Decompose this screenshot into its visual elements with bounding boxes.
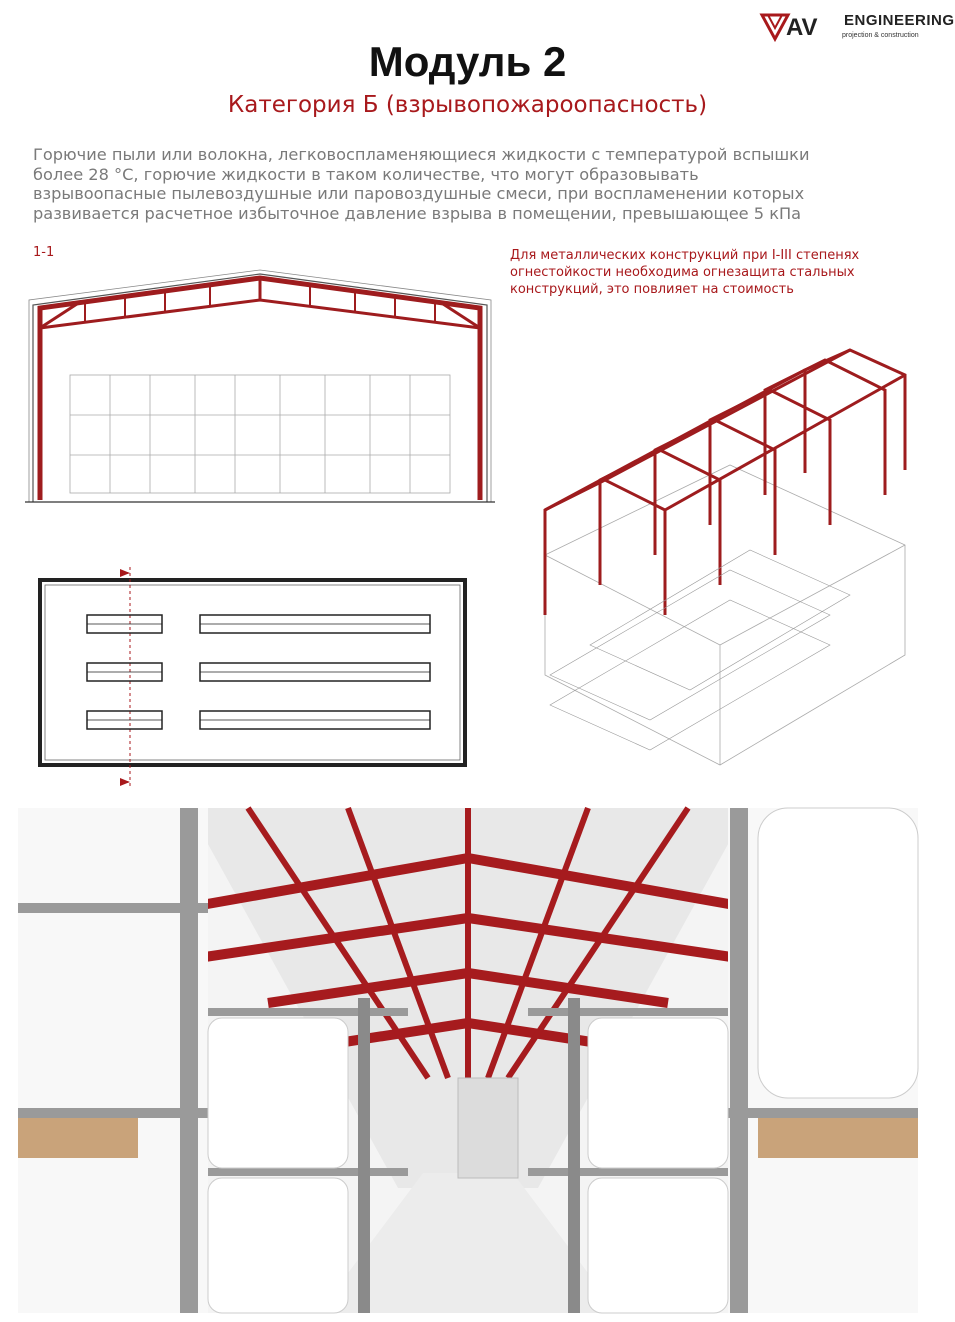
description-line: более 28 °С, горючие жидкости в таком количестве, что могут образовывать	[33, 164, 699, 184]
note-line: Для металлических конструкций при I-III степенях	[510, 248, 860, 263]
category-description	[33, 145, 913, 223]
fire-protection-note	[510, 247, 920, 298]
warehouse-interior-render	[18, 808, 918, 1313]
description-line: взрывоопасные пылевоздушные или паровоздушные смеси, при воспламенении которых	[33, 184, 805, 203]
section-drawing	[25, 270, 495, 510]
note-line: огнестойкости необходима огнезащита стальных	[510, 265, 855, 280]
logo-tagline: projection & construction	[842, 32, 919, 39]
page-title: Модуль 2	[368, 38, 567, 85]
note-line: конструкций, это повлияет на стоимость	[510, 282, 794, 297]
description-line: развивается расчетное избыточное давление взрыва в помещении, превышающее 5 кПа	[33, 203, 802, 223]
page-subtitle: Категория Б (взрывопожароопасность)	[227, 92, 708, 118]
isometric-steel-frame	[530, 345, 920, 785]
rack-elevation	[70, 375, 450, 493]
steel-frames	[545, 350, 905, 615]
logo-letters: AV	[786, 14, 818, 41]
steel-frame	[40, 278, 480, 500]
iso-racks	[550, 550, 850, 750]
floor-plan	[25, 565, 485, 790]
logo-brand: ENGINEERING	[844, 12, 955, 29]
section-label: 1-1	[33, 245, 55, 260]
section-cut-markers	[120, 567, 130, 787]
description-line: Горючие пыли или волокна, легковоспламеняющиеся жидкости с температурой вспышки	[33, 145, 810, 164]
